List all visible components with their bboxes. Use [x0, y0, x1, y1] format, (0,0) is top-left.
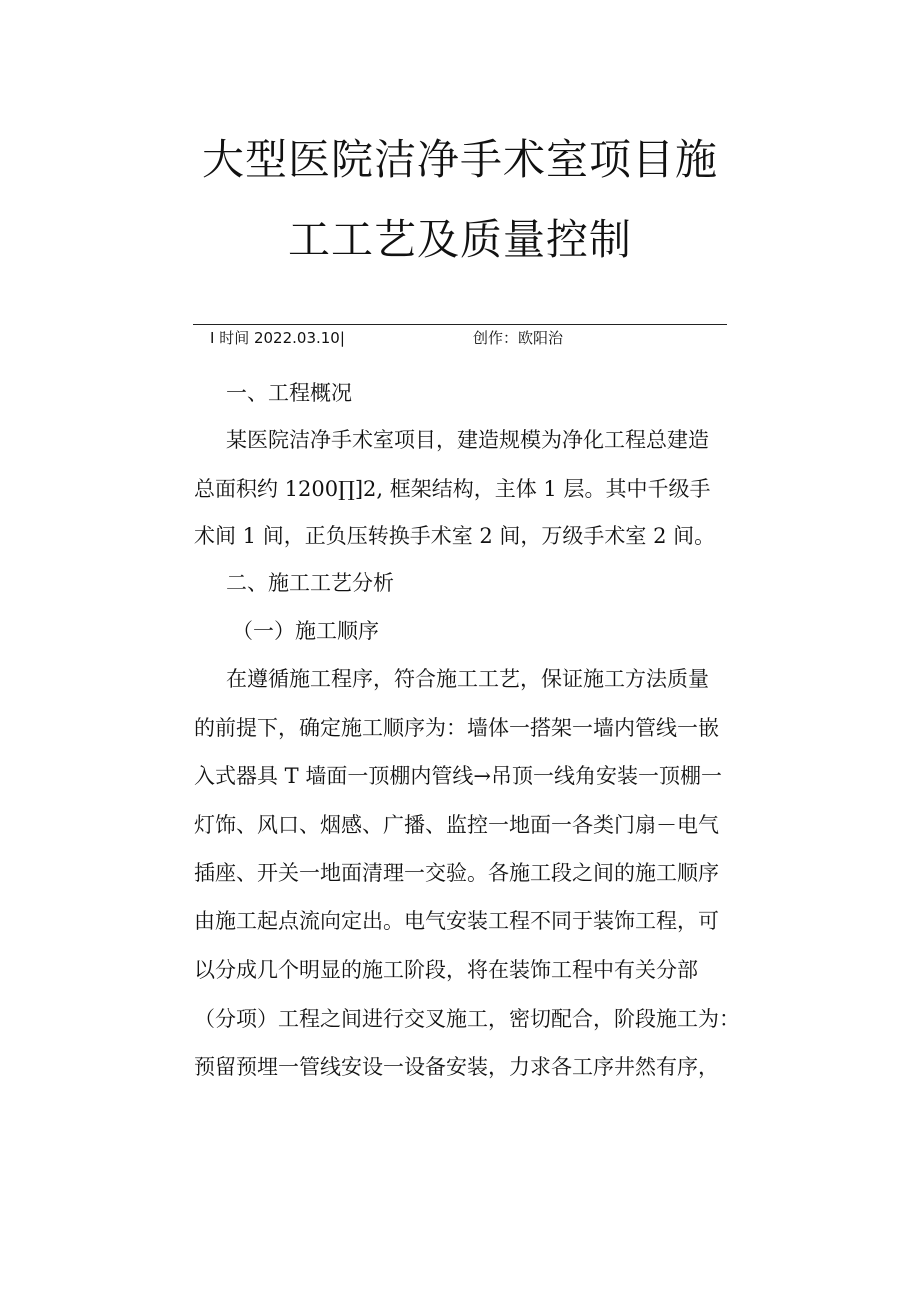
section-1-heading: 一、工程概况	[226, 381, 352, 405]
date-label: I 时间 2022.03.10|	[210, 329, 345, 347]
author-label: 创作：欧阳治	[473, 329, 564, 347]
paragraph-line: （分项）工程之间进行交叉施工，密切配合，阶段施工为：	[194, 1007, 740, 1031]
section-2-heading: 二、施工工艺分析	[226, 571, 394, 595]
subsection-heading: （一）施工顺序	[232, 619, 379, 643]
paragraph-line: 总面积约 1200∏]2, 框架结构，主体 1 层。其中千级手	[194, 477, 711, 501]
paragraph-line: 预留预埋一管线安设一设备安装，力求各工序井然有序，	[194, 1055, 719, 1079]
paragraph-line: 在遵循施工程序，符合施工工艺，保证施工方法质量	[226, 667, 709, 691]
header-divider	[193, 324, 727, 325]
paragraph-line: 灯饰、风口、烟感、广播、监控一地面一各类门扇－电气	[194, 813, 719, 837]
paragraph-line: 以分成几个明显的施工阶段，将在装饰工程中有关分部	[194, 958, 698, 982]
paragraph-line: 插座、开关一地面清理一交验。各施工段之间的施工顺序	[194, 861, 719, 885]
paragraph-line: 入式器具 T 墙面一顶棚内管线→吊顶一线角安装一顶棚一	[194, 764, 722, 788]
paragraph-line: 某医院洁净手术室项目，建造规模为净化工程总建造	[226, 428, 709, 452]
document-title-line-1: 大型医院洁净手术室项目施	[201, 135, 718, 184]
paragraph-line: 由施工起点流向定出。电气安装工程不同于装饰工程，可	[194, 909, 719, 933]
paragraph-line: 的前提下，确定施工顺序为：墙体一搭架一墙内管线一嵌	[194, 716, 719, 740]
paragraph-line: 术间 1 间，正负压转换手术室 2 间，万级手术室 2 间。	[194, 524, 716, 548]
document-title-line-2: 工工艺及质量控制	[287, 215, 632, 264]
